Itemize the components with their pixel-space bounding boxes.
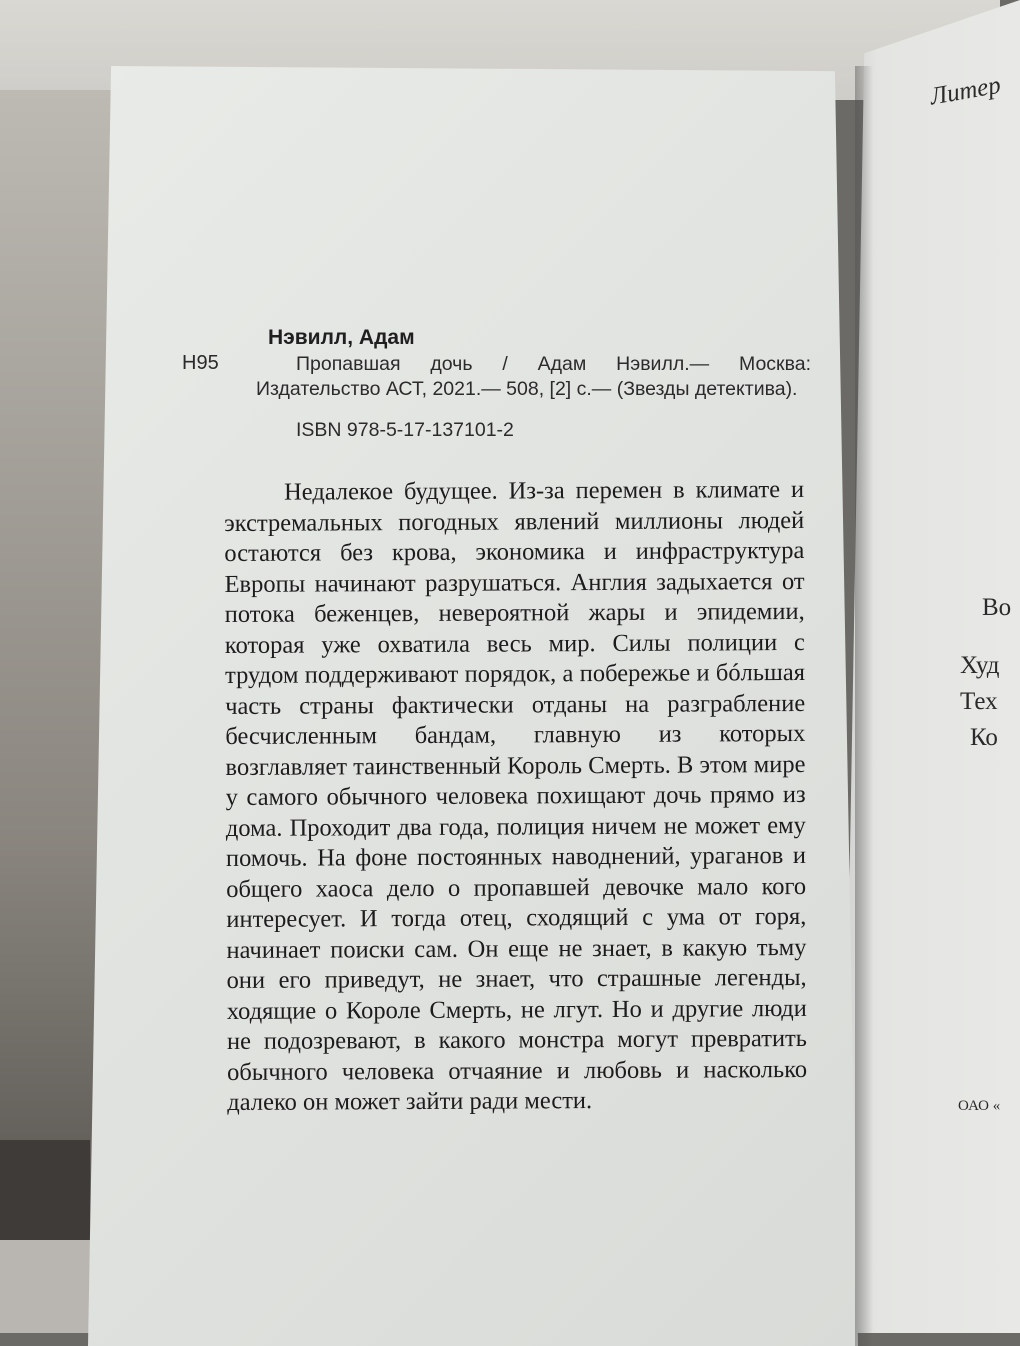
library-code: Н95 [182, 352, 219, 374]
right-page-footer-fragment: ОАО « [958, 1098, 1001, 1114]
bibliographic-description: Пропавшая дочь / Адам Нэвилл.— Москва: Издательство АСТ, 2021.— 508, [2] с.— (Звезды детектива). [256, 353, 811, 400]
right-page-line-fragment: Тех [960, 688, 998, 715]
right-page-line-fragment: Во [982, 594, 1012, 621]
author-name: Нэвилл, Адам [268, 326, 415, 349]
book-gutter-shadow [855, 66, 873, 1346]
right-page-line-fragment: Худ [960, 652, 1000, 679]
isbn: ISBN 978-5-17-137101-2 [296, 419, 514, 441]
book-annotation: Недалекое будущее. Из-за перемен в климате и экстремальных погодных явлений миллионы людей остаются без крова, экономика и инфраструктура Европы начинают разрушаться. Англия задыхается от потока беженцев, невероятной жары и эпидемии, которая уже охватила весь мир. Силы полиции с трудом поддерживают порядок, а побережье и бóльшая часть страны фактически отданы на разграбление бесчисленным бандам, главную из которых возглавляет таинственный Король Смерть. В этом мире у самого обычного человека похищают дочь прямо из дома. Проходит два года, полиция ничем не может ему помочь. На фоне постоянных наводнений, ураганов и общего хаоса дело о пропавшей девочке мало кого интересует. И тогда отец, сходящий с ума от горя, начинает поиски сам. Он еще не знает, в какую тьму они его приведут, не знает, что страшные легенды, ходящие о Короле Смерть, не лгут. Но и другие люди не подозревают, в какого монстра могут превратить обычного человека отчаяние и любовь и насколько далеко он может зайти ради мести. [224, 475, 808, 1116]
right-page-heading-fragment: Литер [928, 71, 1003, 111]
right-page-line-fragment: Ко [970, 724, 998, 751]
